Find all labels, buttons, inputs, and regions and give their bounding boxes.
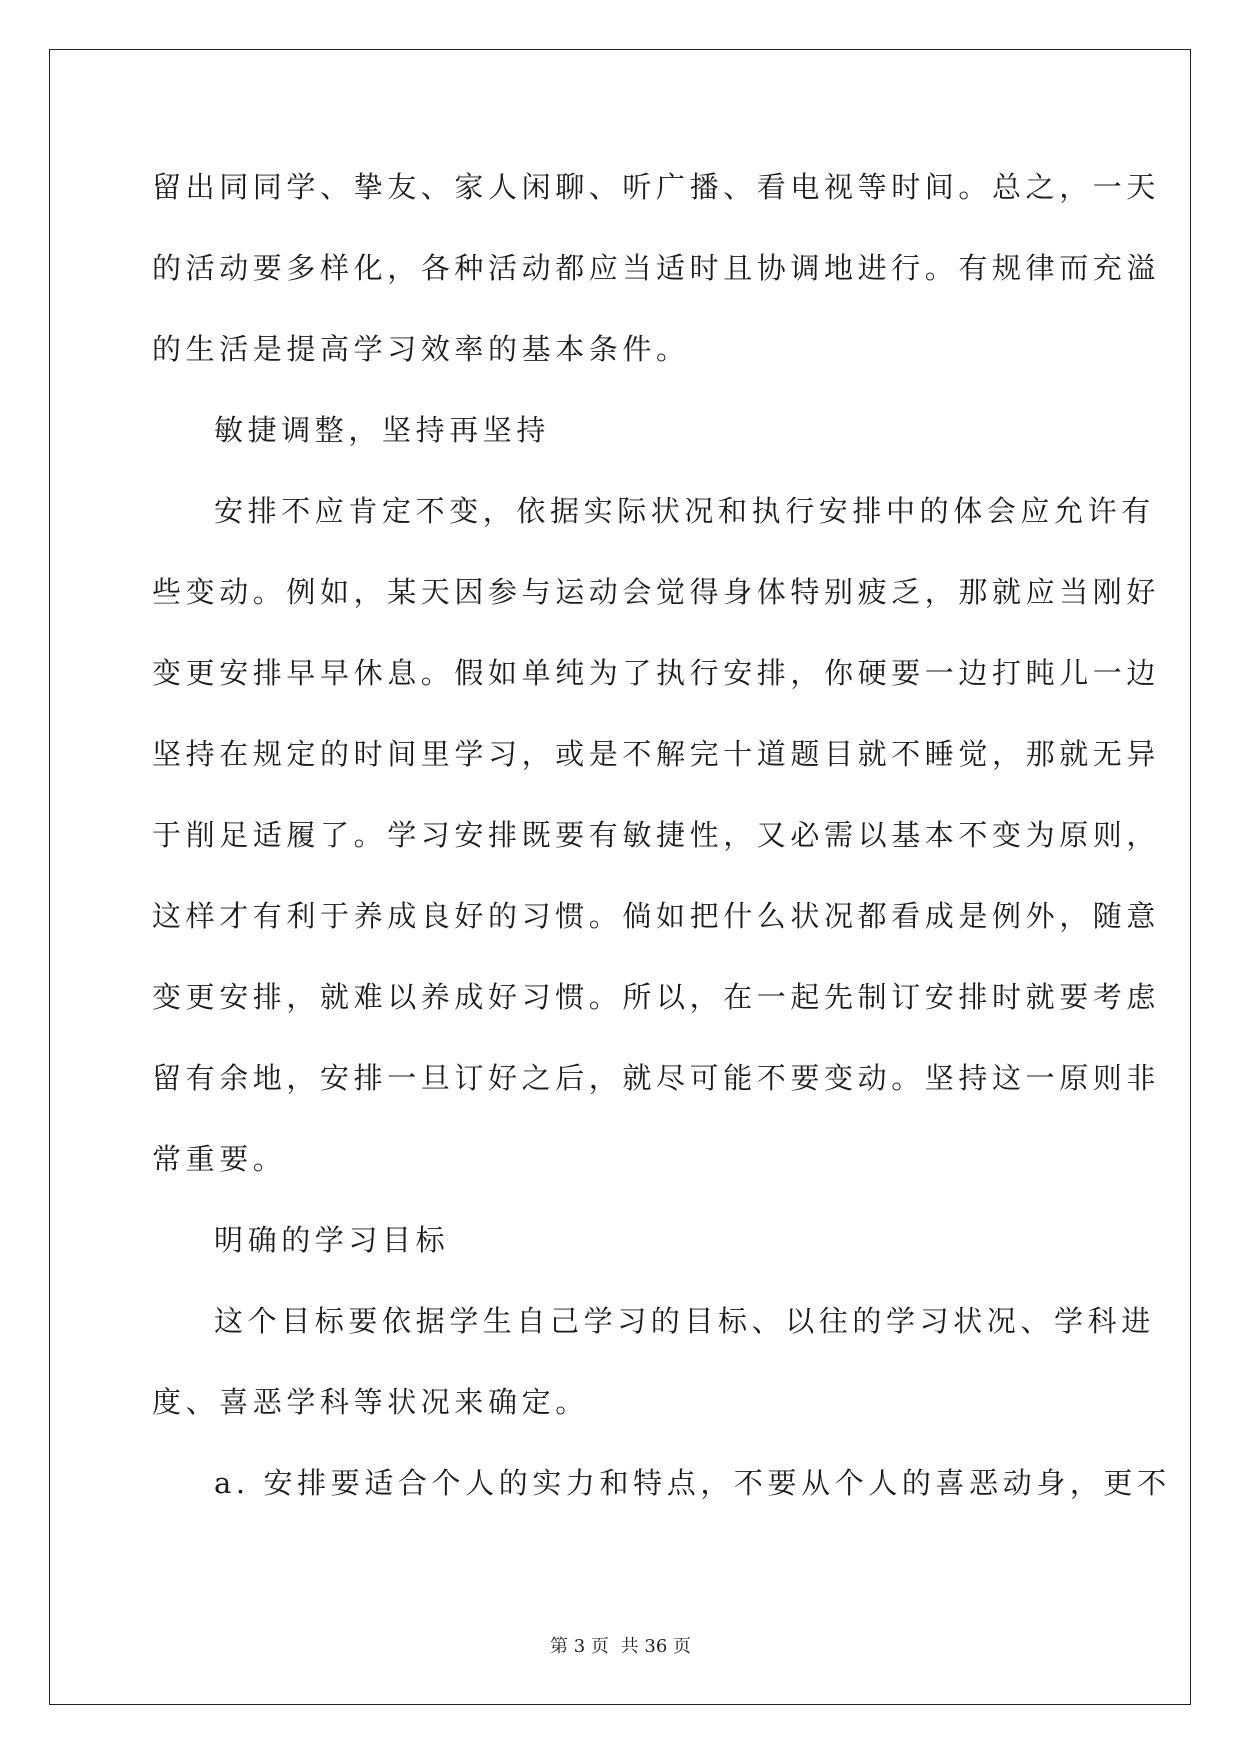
text-line: 留出同同学、挚友、家人闲聊、听广播、看电视等时间。总之，一天 xyxy=(152,170,1161,204)
text-line: 留有余地，安排一旦订好之后，就尽可能不要变动。坚持这一原则非 xyxy=(152,1061,1161,1095)
text-line: 这个目标要依据学生自己学习的目标、以往的学习状况、学科进 xyxy=(214,1304,1155,1338)
section-heading: 明确的学习目标 xyxy=(214,1223,450,1257)
text-line: 变更安排早早休息。假如单纯为了执行安排，你硬要一边打盹儿一边 xyxy=(152,656,1161,690)
text-line: 度、喜恶学科等状况来确定。 xyxy=(152,1385,589,1419)
text-line: 些变动。例如，某天因参与运动会觉得身体特别疲乏，那就应当刚好 xyxy=(152,575,1161,609)
section-heading: 敏捷调整，坚持再坚持 xyxy=(214,413,551,447)
page-footer xyxy=(0,1632,1241,1658)
text-line: 安排不应肯定不变，依据实际状况和执行安排中的体会应允许有 xyxy=(214,494,1155,528)
text-line: 坚持在规定的时间里学习，或是不解完十道题目就不睡觉，那就无异 xyxy=(152,737,1161,771)
text-line: a. 安排要适合个人的实力和特点，不要从个人的喜恶动身，更不 xyxy=(214,1466,1171,1500)
page-total: 共 36 页 xyxy=(620,1636,691,1657)
text-line: 常重要。 xyxy=(152,1142,287,1176)
page-number: 第 3 页 xyxy=(550,1636,609,1657)
text-line: 的活动要多样化，各种活动都应当适时且协调地进行。有规律而充溢 xyxy=(152,251,1161,285)
text-line: 于削足适履了。学习安排既要有敏捷性，又必需以基本不变为原则， xyxy=(152,818,1161,852)
document-body xyxy=(152,160,1171,1537)
text-line: 这样才有利于养成良好的习惯。倘如把什么状况都看成是例外，随意 xyxy=(152,899,1161,933)
text-line: 变更安排，就难以养成好习惯。所以，在一起先制订安排时就要考虑 xyxy=(152,980,1161,1014)
text-line: 的生活是提高学习效率的基本条件。 xyxy=(152,332,690,366)
